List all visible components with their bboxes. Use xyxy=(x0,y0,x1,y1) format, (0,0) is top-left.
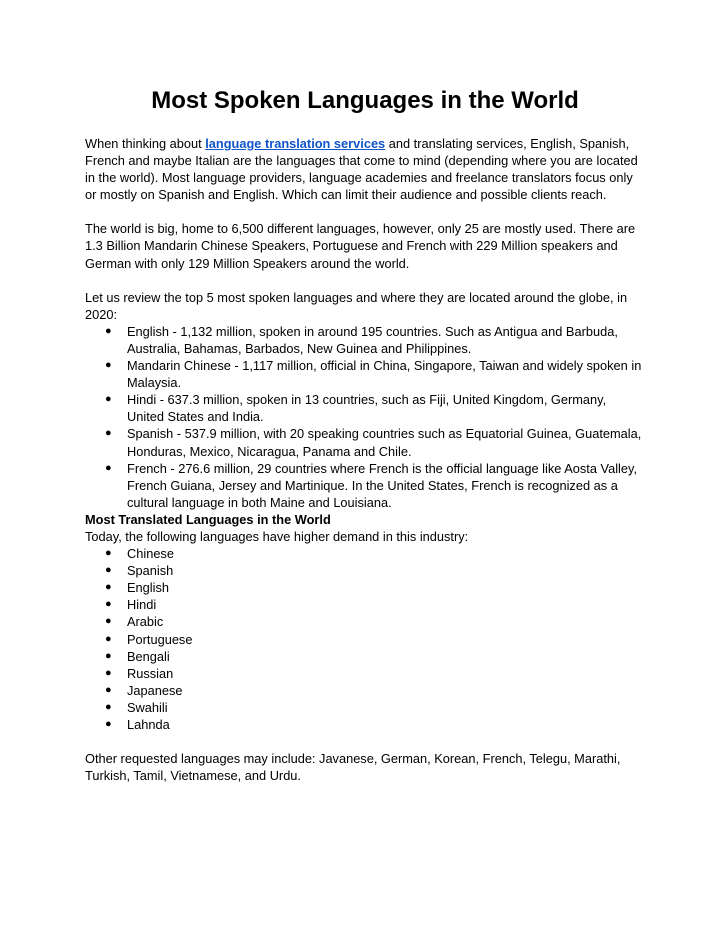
bullet-icon: ● xyxy=(105,615,112,628)
bullet-icon: ● xyxy=(105,324,112,337)
list-item-text: Lahnda xyxy=(127,717,170,732)
bullet-icon: ● xyxy=(105,598,112,611)
bullet-icon: ● xyxy=(105,547,112,560)
section-heading: Most Translated Languages in the World xyxy=(85,511,331,527)
list-item xyxy=(85,562,645,579)
languages-count-paragraph: The world is big, home to 6,500 different languages, however, only 25 are mostly used. There are 1.3 Billion Mandarin Chinese Speakers, Portuguese and French with 229 Million speakers and German with only 129 Million Speakers around the world. xyxy=(85,221,636,271)
top-five-intro-paragraph: Let us review the top 5 most spoken languages and where they are located around the globe, in 2020: xyxy=(85,289,628,322)
page-title: Most Spoken Languages in the World xyxy=(151,87,579,114)
translated-languages-list xyxy=(85,545,645,733)
intro-text-after-link: and translating services, English, Spanish, French and maybe Italian are the languages that come to mind (depending where you are located in the world). Most language providers, language academies and freelance translators focus only or mostly on Spanish and English. Which can limit their audience and possible clients reach. xyxy=(85,136,638,203)
list-item xyxy=(85,613,645,630)
list-item-text: Spanish xyxy=(127,563,174,579)
bullet-icon: ● xyxy=(105,718,112,730)
list-item xyxy=(85,425,645,459)
bullet-icon: ● xyxy=(105,461,112,474)
bullet-icon: ● xyxy=(105,393,112,406)
list-item-text: Chinese xyxy=(127,546,174,562)
list-item xyxy=(85,648,645,665)
bullet-icon: ● xyxy=(105,649,112,662)
demand-paragraph: Today, the following languages have higher demand in this industry: xyxy=(85,528,469,544)
list-item xyxy=(85,665,645,682)
intro-text-before-link: When thinking about xyxy=(85,136,206,151)
list-item xyxy=(85,716,645,733)
list-item xyxy=(85,699,645,716)
list-item xyxy=(85,682,645,699)
list-item-text: Russian xyxy=(127,665,174,681)
list-item-text: Hindi - 637.3 million, spoken in 13 countries, such as Fiji, United Kingdom, Germany, United States and India. xyxy=(127,392,607,425)
bullet-icon: ● xyxy=(105,564,112,577)
intro-paragraph xyxy=(85,135,645,203)
list-item-text: Mandarin Chinese - 1,117 million, official in China, Singapore, Taiwan and widely spoken in Malaysia. xyxy=(127,358,642,391)
list-item-text: Portuguese xyxy=(127,631,193,647)
bullet-icon: ● xyxy=(105,666,112,679)
list-item xyxy=(85,391,645,425)
bullet-icon: ● xyxy=(105,359,112,372)
list-item-text: Spanish - 537.9 million, with 20 speaking countries such as Equatorial Guinea, Guatemala, Honduras, Mexico, Nicaragua, Panama and Chile. xyxy=(127,426,642,459)
closing-paragraph: Other requested languages may include: Javanese, German, Korean, French, Telegu, Marathi, Turkish, Tamil, Vietnamese, and Urdu. xyxy=(85,751,621,784)
bullet-icon: ● xyxy=(105,683,112,696)
language-translation-services-link[interactable]: language translation services xyxy=(205,136,386,151)
list-item-text: Bengali xyxy=(127,648,170,664)
list-item xyxy=(85,596,645,613)
list-item-text: Arabic xyxy=(127,614,164,630)
list-item-text: French - 276.6 million, 29 countries where French is the official language like Aosta Valley, French Guiana, Jersey and Martinique. In the United States, French is recognized as a cultural language in both Maine and Louisiana. xyxy=(127,460,638,510)
list-item xyxy=(85,357,645,391)
bullet-icon: ● xyxy=(105,581,112,594)
bullet-icon: ● xyxy=(105,632,112,645)
bullet-icon: ● xyxy=(105,427,112,440)
list-item-text: English - 1,132 million, spoken in around 195 countries. Such as Antigua and Barbuda, Australia, Bahamas, Barbados, New Guinea and Philippines. xyxy=(127,323,618,356)
list-item-text: English xyxy=(127,580,169,596)
list-item xyxy=(85,545,645,562)
bullet-icon: ● xyxy=(105,700,112,713)
top-spoken-languages-list xyxy=(85,323,645,511)
list-item xyxy=(85,631,645,648)
list-item xyxy=(85,579,645,596)
list-item xyxy=(85,460,645,511)
list-item-text: Hindi xyxy=(127,597,157,613)
list-item-text: Swahili xyxy=(127,699,168,715)
list-item-text: Japanese xyxy=(127,682,183,698)
list-item xyxy=(85,323,645,357)
document-body xyxy=(85,86,645,784)
